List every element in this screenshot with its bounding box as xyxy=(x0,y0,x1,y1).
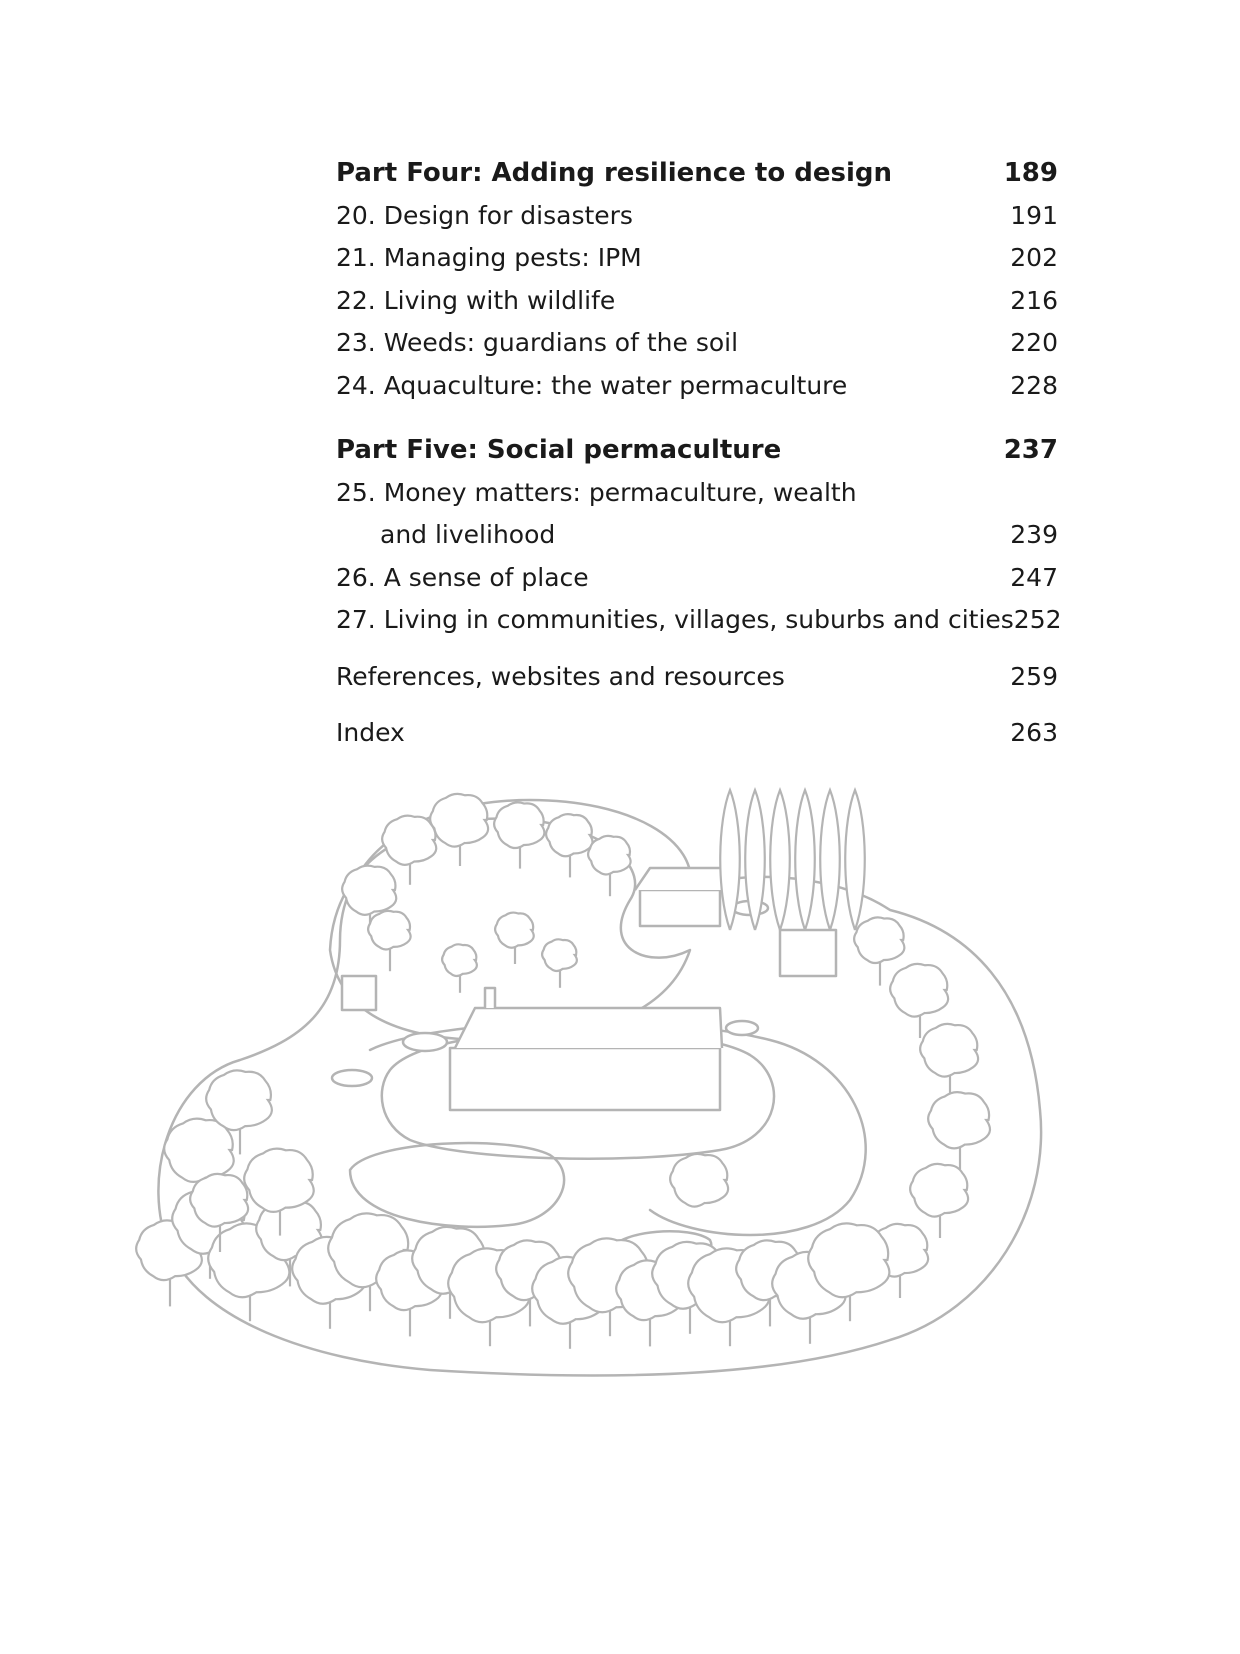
toc-chapter-title: 27. Living in communities, villages, suburbs and cities xyxy=(336,605,1014,634)
tree-canopy xyxy=(495,913,534,948)
toc-entry-title: References, websites and resources xyxy=(336,661,785,691)
tree-canopy xyxy=(546,814,592,856)
toc-chapter-21[interactable] xyxy=(336,237,1058,280)
toc-chapter-title: 23. Weeds: guardians of the soil xyxy=(336,328,739,357)
toc-page-number: 252 xyxy=(1013,605,1062,634)
toc-chapter-24[interactable] xyxy=(336,365,1058,408)
toc-chapter-25-line2[interactable] xyxy=(336,514,1058,557)
toc-entry-title: Index xyxy=(336,718,405,747)
farmhouse-chimney xyxy=(485,988,495,1008)
farm-landscape-illustration xyxy=(130,780,1090,1460)
toc-part-five[interactable] xyxy=(336,429,1058,472)
tree-canopy xyxy=(430,794,488,847)
toc-chapter-title: 21. Managing pests: IPM xyxy=(336,243,642,272)
tree-canopy xyxy=(494,802,544,848)
toc-page-number: 263 xyxy=(1010,718,1058,747)
poplar-tree xyxy=(770,790,790,930)
toc-chapter-25-line1[interactable] xyxy=(336,472,1058,515)
toc-chapter-26[interactable] xyxy=(336,557,1058,600)
toc-page-number: 228 xyxy=(1010,370,1058,400)
toc-part-title: Part Five: Social permaculture xyxy=(336,435,782,465)
shed xyxy=(640,890,720,926)
toc-page-number: 247 xyxy=(1010,562,1058,592)
toc-page-number: 239 xyxy=(1010,520,1058,549)
tree-canopy xyxy=(928,1092,990,1148)
poplar-tree xyxy=(820,790,840,930)
shed-roof xyxy=(635,868,730,890)
tree-canopy xyxy=(808,1223,889,1297)
tree-canopy xyxy=(244,1149,314,1212)
tree-canopy xyxy=(854,917,904,963)
water-tank xyxy=(332,1070,372,1086)
toc-page-number: 191 xyxy=(1010,200,1058,230)
toc-chapter-title: 25. Money matters: permaculture, wealth xyxy=(336,477,857,507)
tree-canopy xyxy=(890,964,948,1017)
toc-page-number: 237 xyxy=(1003,435,1058,465)
tree-canopy xyxy=(910,1164,968,1217)
water-tank xyxy=(403,1033,447,1051)
poplar-tree xyxy=(795,790,815,930)
farmhouse xyxy=(450,1048,720,1110)
toc-chapter-title: 20. Design for disasters xyxy=(336,200,633,230)
toc-chapter-title: 26. A sense of place xyxy=(336,562,589,592)
toc-part-title: Part Four: Adding resilience to design xyxy=(336,158,892,188)
spacer xyxy=(336,698,1058,712)
toc-chapter-23[interactable] xyxy=(336,322,1058,365)
poplar-tree xyxy=(845,790,865,930)
tree-canopy xyxy=(382,816,436,865)
toc-chapter-title: 22. Living with wildlife xyxy=(336,285,616,315)
tree-canopy xyxy=(542,939,577,971)
tree-canopy xyxy=(368,911,411,950)
toc-page-number: 220 xyxy=(1010,328,1058,357)
tree-canopy xyxy=(670,1154,728,1207)
toc-chapter-27[interactable] xyxy=(336,599,1062,642)
water-tank xyxy=(726,1021,758,1035)
toc-page-number: 189 xyxy=(1003,158,1058,188)
toc-page-number: 259 xyxy=(1010,661,1058,691)
toc-part-four[interactable] xyxy=(336,152,1058,195)
toc-references[interactable] xyxy=(336,656,1058,699)
toc-index[interactable] xyxy=(336,712,1058,755)
tree-canopy xyxy=(588,836,631,875)
table-of-contents xyxy=(336,152,1062,755)
spacer xyxy=(336,407,1058,429)
toc-page-number: 216 xyxy=(1010,285,1058,315)
toc-chapter-20[interactable] xyxy=(336,195,1058,238)
tree-canopy xyxy=(206,1070,272,1130)
toc-chapter-22[interactable] xyxy=(336,280,1058,323)
spacer xyxy=(336,642,1058,656)
toc-page-number: 202 xyxy=(1010,243,1058,272)
tree-canopy xyxy=(190,1174,248,1227)
hut xyxy=(342,976,376,1010)
tree-canopy xyxy=(342,866,396,915)
farmhouse-roof xyxy=(455,1008,722,1048)
tree-canopy xyxy=(164,1119,234,1182)
farm-drawing xyxy=(130,780,1090,1460)
toc-chapter-title: 24. Aquaculture: the water permaculture xyxy=(336,370,848,400)
tree-canopy xyxy=(442,944,477,976)
tree-canopy xyxy=(920,1024,978,1077)
toc-chapter-title-continued: and livelihood xyxy=(380,520,556,549)
caravan xyxy=(780,930,836,976)
